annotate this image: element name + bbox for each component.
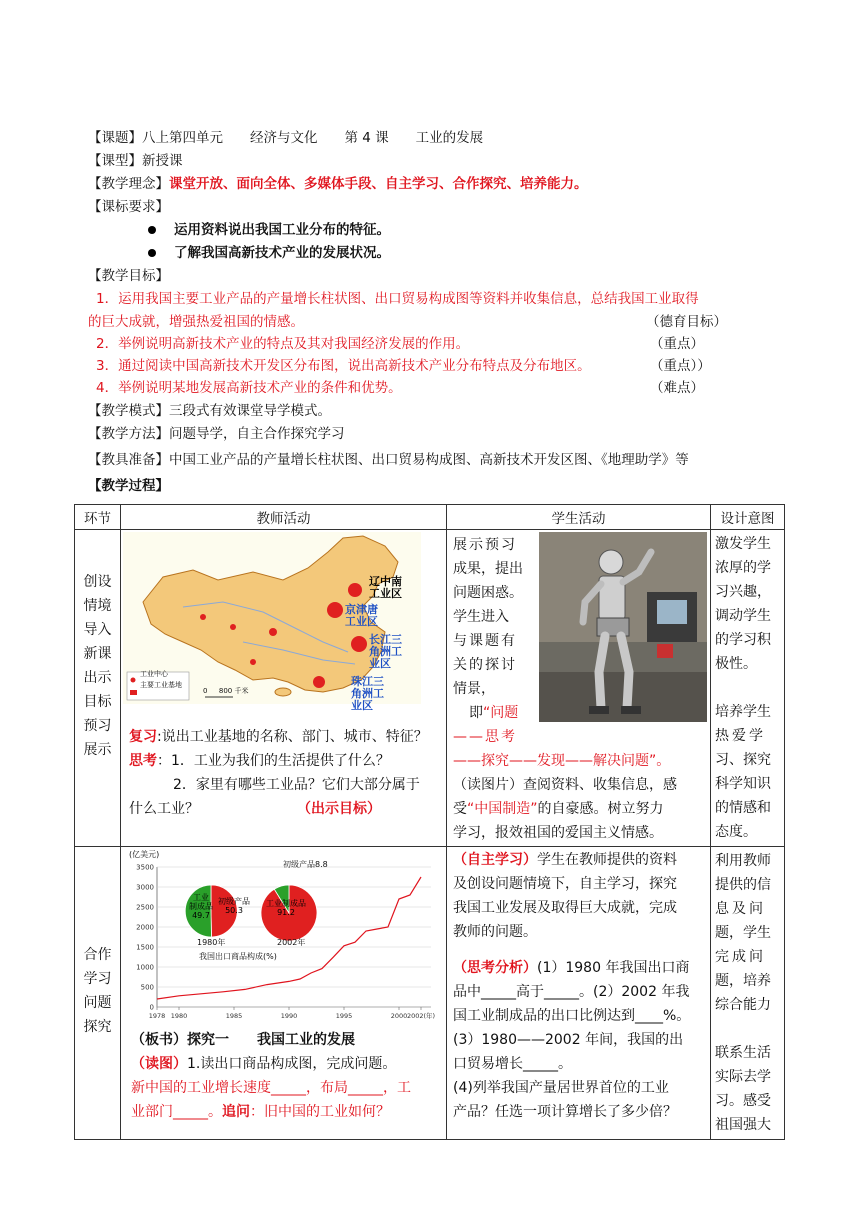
- student-text: 国工业制成品的出口比例达到____%。: [453, 1008, 691, 1024]
- standard-text: 运用资料说出我国工业分布的特征。: [174, 222, 390, 238]
- review-line: [129, 726, 428, 750]
- student-text: （读图片）查阅资料、收集信息，感: [453, 777, 677, 793]
- stage-cell: [75, 847, 121, 1140]
- question-text: 新中国的工业增长速度_____，布局_____，工: [131, 1080, 411, 1096]
- intent-text: 的学习积: [715, 632, 771, 648]
- chart-caption: 我国出口商品构成(%): [199, 952, 277, 961]
- intent-text: 习兴趣，: [715, 584, 771, 600]
- chart-y-label: (亿美元): [129, 850, 160, 859]
- objective-4-note: （难点）: [650, 380, 704, 396]
- map-label-jingjintang: [345, 604, 378, 628]
- intent-text: 习、探究: [715, 752, 771, 768]
- stage-char: 新课: [83, 646, 112, 662]
- map-label-text: 长江三: [369, 633, 402, 646]
- intent-text: 极性。: [715, 656, 757, 672]
- x-tick-label: 1990: [280, 1012, 298, 1020]
- student-text: (1）1980 年我国出口商: [537, 960, 690, 976]
- think-line: [129, 750, 390, 774]
- stage-char: 导入: [83, 622, 112, 638]
- x-tick-label: 2002(年): [406, 1012, 436, 1020]
- student-text: 及创设问题情境下，自主学习，探究: [453, 876, 677, 892]
- read-line: [131, 1053, 396, 1077]
- y-tick-label: 1000: [136, 963, 154, 972]
- bullet-icon: [148, 249, 156, 257]
- stage-char: 问题: [83, 995, 112, 1011]
- map-label-text: 辽中南: [369, 575, 402, 588]
- student-cell: [447, 847, 711, 1140]
- stage-char: 创设: [83, 574, 112, 590]
- pie-label: 50.3: [225, 906, 243, 915]
- student-text: 与课题有: [453, 633, 517, 649]
- intent-spacer: [715, 676, 780, 700]
- mode-line: [88, 401, 331, 421]
- y-tick-label: 500: [140, 983, 154, 992]
- student-text: 的自豪感。树立努力: [537, 801, 664, 817]
- teacher-cell: [121, 530, 447, 847]
- intent-text: 科学知识: [715, 776, 771, 792]
- student-text: 学习，报效祖国的爱国主义情感。: [453, 825, 663, 841]
- objective-4: 4．举例说明某地发展高新技术产业的条件和优势。: [96, 380, 402, 396]
- type-label: 【课型】: [88, 153, 142, 169]
- student-text: 关的探讨: [453, 657, 517, 673]
- show-goal-text: （出示目标）: [297, 801, 381, 817]
- read-text: 1.读出口商品构成图，完成问题。: [187, 1056, 397, 1072]
- header-intent: 设计意图: [711, 505, 785, 530]
- analysis-label: （思考分析）: [453, 960, 537, 976]
- x-tick-label: 1995: [335, 1012, 353, 1020]
- intent-text: 提供的信: [715, 877, 771, 893]
- map-label-text: 工业区: [345, 615, 378, 628]
- map-legend: [130, 670, 182, 690]
- student-text: 口贸易增长_____。: [453, 1056, 572, 1072]
- standard-item: [148, 220, 390, 240]
- map-label-zhujiang: [351, 676, 384, 712]
- topic-value: 八上第四单元 经济与文化 第 4 课 工业的发展: [142, 130, 484, 146]
- intent-spacer: [715, 1017, 780, 1041]
- objective-2: 2．举例说明高新技术产业的特点及其对我国经济发展的作用。: [96, 336, 470, 352]
- intent-text: 祖国强大: [715, 1117, 771, 1133]
- student-text: 即: [469, 705, 483, 721]
- pie2-label-manufactured: [261, 899, 311, 917]
- student-text: 成果，提出: [453, 561, 523, 577]
- student-text: 产品？任选一项计算增长了多少倍？: [453, 1104, 677, 1120]
- tools-line: [88, 450, 689, 470]
- student-text: 受: [453, 801, 467, 817]
- pie1-year: 1980年: [197, 938, 226, 947]
- review-text: :说出工业基地的名称、部门、城市、特征？: [157, 729, 428, 745]
- map-label-text: 业区: [369, 657, 391, 670]
- student-red-text: “中国制造”: [467, 801, 538, 817]
- stage-cell: [75, 530, 121, 847]
- x-tick-label: 1985: [225, 1012, 243, 1020]
- y-tick-label: 2500: [136, 903, 154, 912]
- mode-value: 三段式有效课堂导学模式。: [169, 403, 331, 419]
- pie1-label-manufactured: [189, 893, 213, 920]
- stage-char: 情境: [83, 598, 112, 614]
- intent-text: 激发学生: [715, 536, 771, 552]
- intent-text: 调动学生: [715, 608, 771, 624]
- x-tick-label: 1980: [170, 1012, 188, 1020]
- pie-label: 制成品: [189, 902, 213, 911]
- student-text: 品中_____高于_____。(2）2002 年我: [453, 984, 690, 1000]
- x-tick-label: 2000: [390, 1012, 408, 1020]
- self-study-label: （自主学习）: [453, 852, 537, 868]
- followup-label: 追问: [222, 1104, 250, 1120]
- think-text: ：1．工业为我们的生活提供了什么？: [157, 753, 390, 769]
- map-scale: 0 800 千米: [203, 687, 249, 695]
- y-tick-label: 1500: [136, 943, 154, 952]
- student-cell: [447, 530, 711, 847]
- think-text: 什么工业？: [129, 801, 199, 817]
- read-label: （读图）: [131, 1056, 187, 1072]
- student-line: [469, 702, 518, 726]
- mode-label: 【教学模式】: [88, 403, 169, 419]
- table-row: [75, 847, 785, 1140]
- student-text: 问题困惑。: [453, 585, 523, 601]
- intent-text: 的情感和: [715, 800, 771, 816]
- student-text: (3）1980——2002 年间，我国的出: [453, 1032, 684, 1048]
- topic-label: 【课题】: [88, 130, 142, 146]
- objective-3: 3．通过阅读中国高新技术开发区分布图，说出高新技术产业分布特点及分布地区。: [96, 358, 591, 374]
- y-tick-label: 3000: [136, 883, 154, 892]
- stage-char: 合作: [83, 947, 112, 963]
- map-label-text: 角洲工: [351, 687, 384, 700]
- objective-3-note: （重点））: [650, 358, 711, 374]
- map-label-text: 京津唐: [345, 603, 378, 616]
- intent-text: 完成问: [715, 949, 766, 965]
- robot-photo: [539, 532, 707, 722]
- map-label-text: 业区: [351, 699, 373, 712]
- intent-text: 浓厚的学: [715, 560, 771, 576]
- type-value: 新授课: [142, 153, 183, 169]
- intent-text: 息及问: [715, 901, 766, 917]
- question-line: [131, 1101, 390, 1125]
- pie-label: 49.7: [192, 911, 210, 920]
- process-label: 【教学过程】: [88, 478, 169, 494]
- method-value: 问题导学，自主合作探究学习: [169, 426, 345, 442]
- pie2-top-label: 初级产品8.8: [283, 860, 328, 869]
- self-study-line: [453, 849, 677, 873]
- intent-text: 联系生活: [715, 1045, 771, 1061]
- analysis-line: [453, 957, 689, 981]
- tools-label: 【教具准备】: [88, 452, 169, 468]
- intent-text: 综合能力: [715, 997, 771, 1013]
- objective-1-note: （德育目标）: [646, 314, 727, 330]
- standard-text: 了解我国高新技术产业的发展状况。: [174, 245, 390, 261]
- stage-char: 展示: [83, 742, 112, 758]
- student-text: 情景，: [453, 681, 495, 697]
- objective-2-note: （重点）: [650, 336, 704, 352]
- y-tick-label: 2000: [136, 923, 154, 932]
- header-student: 学生活动: [447, 505, 711, 530]
- think-text: 2．家里有哪些工业品？它们大部分属于: [173, 777, 420, 793]
- concept-label: 【教学理念】: [88, 176, 169, 192]
- objective-1-cont: 的巨大成就，增强热爱祖国的情感。: [88, 314, 304, 330]
- x-tick-label: 1978: [148, 1012, 166, 1020]
- map-label-text: 珠江三: [351, 675, 384, 688]
- pie-label: 工业: [193, 893, 209, 902]
- student-red-text: ——思考: [453, 729, 517, 745]
- think-label: 思考: [129, 753, 157, 769]
- process-table: [74, 504, 785, 1140]
- student-text: (4)列举我国产量居世界首位的工业: [453, 1080, 669, 1096]
- student-red-text: “问题: [483, 705, 519, 721]
- student-text: 展示预习: [453, 537, 517, 553]
- intent-text: 实际去学: [715, 1069, 771, 1085]
- pie-label: 初级产品: [218, 897, 250, 906]
- student-text: 教师的问题。: [453, 924, 537, 940]
- map-label-liaozhongnan: [369, 576, 402, 600]
- concept-line: [88, 174, 588, 194]
- intent-text: 题，学生: [715, 925, 771, 941]
- intent-text: 热爱学: [715, 728, 766, 744]
- intent-text: 态度。: [715, 824, 757, 840]
- method-line: [88, 424, 345, 444]
- student-text: 我国工业发展及取得巨大成就，完成: [453, 900, 677, 916]
- map-label-text: 角洲工: [369, 645, 402, 658]
- type-line: [88, 151, 183, 171]
- objectives-line: [88, 266, 169, 286]
- legend-item: 工业中心: [140, 670, 168, 678]
- student-text: 学生在教师提供的资料: [537, 852, 677, 868]
- intent-text: 培养学生: [715, 704, 771, 720]
- objective-1: 1．运用我国主要工业产品的产量增长柱状图、出口贸易构成图等资料并收集信息，总结我国工业取得: [96, 291, 699, 307]
- pie-label: 工业制成品: [266, 899, 306, 908]
- intent-text: 习。感受: [715, 1093, 771, 1109]
- pie1-label-primary: [217, 897, 251, 915]
- concept-value: 课堂开放、面向全体、多媒体手段、自主学习、合作探究、培养能力。: [169, 176, 588, 192]
- y-tick-label: 3500: [136, 863, 154, 872]
- pie-label: 91.2: [277, 908, 295, 917]
- header-teacher: 教师活动: [121, 505, 447, 530]
- objectives-label: 【教学目标】: [88, 268, 169, 284]
- intent-text: 题，培养: [715, 973, 771, 989]
- method-label: 【教学方法】: [88, 426, 169, 442]
- stage-char: 预习: [83, 718, 112, 734]
- pie2-year: 2002年: [277, 938, 306, 947]
- stage-char: 学习: [83, 971, 112, 987]
- stage-char: 出示: [83, 670, 112, 686]
- intent-cell: [711, 530, 785, 847]
- table-header-row: [75, 505, 785, 530]
- teacher-cell: [121, 847, 447, 1140]
- question-text: ：旧中国的工业如何？: [250, 1104, 390, 1120]
- student-line: [453, 798, 664, 822]
- board-text: （板书）探究一 我国工业的发展: [131, 1032, 355, 1048]
- map-label-changjiang: [369, 634, 402, 670]
- y-tick-label: 0: [149, 1003, 154, 1012]
- question-text: 业部门_____。: [131, 1104, 222, 1120]
- header-stage: 环节: [75, 505, 121, 530]
- table-row: [75, 530, 785, 847]
- stage-char: 目标: [83, 694, 112, 710]
- topic-line: [88, 128, 483, 148]
- map-label-text: 工业区: [369, 587, 402, 600]
- bullet-icon: [148, 226, 156, 234]
- student-text: 学生进入: [453, 609, 509, 625]
- review-label: 复习: [129, 729, 157, 745]
- standard-line: [88, 197, 169, 217]
- tools-value: 中国工业产品的产量增长柱状图、出口贸易构成图、高新技术开发区图、《地理助学》等: [169, 452, 689, 468]
- legend-item: 主要工业基地: [140, 681, 182, 689]
- intent-cell: [711, 847, 785, 1140]
- stage-char: 探究: [83, 1019, 112, 1035]
- standard-label: 【课标要求】: [88, 199, 169, 215]
- student-red-text: ——探究——发现——解决问题”。: [453, 753, 671, 769]
- standard-item: [148, 243, 390, 263]
- intent-text: 利用教师: [715, 853, 771, 869]
